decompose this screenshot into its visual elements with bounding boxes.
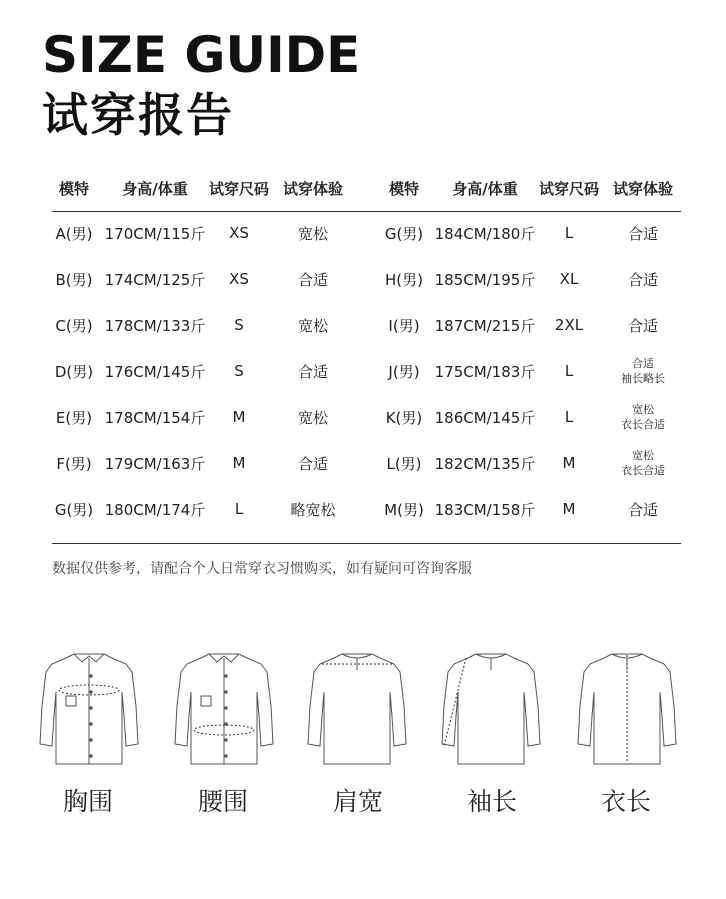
fit-text: 宽松	[632, 403, 654, 416]
header-model: 模特	[388, 179, 419, 198]
model-cell: B(男)	[55, 270, 93, 289]
fit-text: 衣长合适	[621, 418, 665, 431]
header-fit: 试穿体验	[282, 179, 343, 198]
fit-text: 合适	[627, 224, 658, 243]
table-header	[52, 166, 352, 210]
size-cell: M	[232, 454, 246, 472]
shirt-shoulder-icon	[304, 646, 410, 766]
fit-cell	[274, 256, 352, 302]
table-right	[382, 166, 682, 532]
model-cell: I(男)	[388, 316, 420, 335]
title-cn: 试穿报告	[42, 88, 234, 142]
table-row	[382, 302, 682, 348]
fit-cell	[274, 486, 352, 532]
title-en: SIZE GUIDE	[42, 26, 361, 84]
model-cell: G(男)	[54, 500, 94, 519]
size-cell: XS	[229, 224, 249, 242]
fit-cell	[604, 440, 682, 486]
table-row	[52, 210, 352, 256]
height-weight-cell: 184CM/180斤	[434, 224, 536, 243]
size-cell: S	[234, 362, 244, 380]
measurement-label: 胸围	[62, 787, 113, 816]
fit-cell	[274, 210, 352, 256]
shirt-waist-icon	[171, 646, 277, 766]
table-row	[382, 486, 682, 532]
table-row	[382, 256, 682, 302]
fit-text: 合适	[632, 357, 654, 370]
height-weight-cell: 187CM/215斤	[434, 316, 536, 335]
fit-text: 略宽松	[290, 500, 336, 519]
fit-text: 合适	[627, 270, 658, 289]
size-cell: 2XL	[554, 316, 584, 334]
model-cell: H(男)	[385, 270, 423, 289]
table-row	[52, 256, 352, 302]
measurement-label: 腰围	[197, 787, 248, 816]
disclaimer-note: 数据仅供参考，请配合个人日常穿衣习惯购买，如有疑问可咨询客服	[52, 561, 472, 577]
header-model: 模特	[58, 179, 89, 198]
height-weight-cell: 174CM/125斤	[104, 270, 206, 289]
model-cell: M(男)	[384, 500, 424, 519]
fit-cell	[604, 394, 682, 440]
size-cell: L	[564, 362, 574, 380]
fit-text: 合适	[297, 362, 328, 381]
size-cell: XS	[229, 270, 249, 288]
header-fit: 试穿体验	[612, 179, 673, 198]
height-weight-cell: 180CM/174斤	[104, 500, 206, 519]
model-cell: G(男)	[384, 224, 424, 243]
header-height-weight: 身高/体重	[452, 179, 518, 198]
model-cell: D(男)	[54, 362, 94, 381]
table-body	[52, 210, 352, 532]
measurement-label: 衣长	[600, 787, 651, 816]
shirt-sleeve-icon	[438, 646, 544, 766]
size-cell: XL	[559, 270, 579, 288]
height-weight-cell: 183CM/158斤	[434, 500, 536, 519]
table-row	[52, 302, 352, 348]
fit-text: 合适	[627, 316, 658, 335]
model-cell: C(男)	[55, 316, 93, 335]
fit-text: 合适	[297, 454, 328, 473]
height-weight-cell: 178CM/154斤	[104, 408, 206, 427]
table-row	[52, 440, 352, 486]
fit-text: 宽松	[297, 224, 328, 243]
fit-cell	[604, 256, 682, 302]
shirt-length-icon	[574, 646, 680, 766]
fit-cell	[274, 348, 352, 394]
size-cell: L	[564, 408, 574, 426]
table-bottom-rule	[52, 543, 681, 544]
table-row	[52, 394, 352, 440]
size-cell: L	[564, 224, 574, 242]
table-row	[52, 486, 352, 532]
table-row	[382, 210, 682, 256]
height-weight-cell: 182CM/135斤	[434, 454, 536, 473]
shirt-chest-icon	[36, 646, 142, 766]
fit-cell	[604, 486, 682, 532]
table-header	[382, 166, 682, 210]
size-cell: S	[234, 316, 244, 334]
size-cell: L	[234, 500, 244, 518]
size-cell: M	[562, 500, 576, 518]
size-cell: M	[232, 408, 246, 426]
measurement-label: 肩宽	[332, 787, 383, 816]
table-left	[52, 166, 352, 532]
model-cell: F(男)	[56, 454, 92, 473]
fit-cell	[604, 348, 682, 394]
fit-text: 宽松	[632, 449, 654, 462]
size-cell: M	[562, 454, 576, 472]
table-row	[382, 440, 682, 486]
fit-text: 合适	[627, 500, 658, 519]
table-row	[382, 394, 682, 440]
fit-cell	[604, 210, 682, 256]
fit-text: 宽松	[297, 316, 328, 335]
fit-text: 衣长合适	[621, 464, 665, 477]
fit-cell	[604, 302, 682, 348]
fit-text: 袖长略长	[621, 372, 665, 385]
fit-cell	[274, 394, 352, 440]
model-cell: E(男)	[55, 408, 93, 427]
fit-text: 合适	[297, 270, 328, 289]
model-cell: A(男)	[55, 224, 93, 243]
header-size: 试穿尺码	[538, 179, 599, 198]
table-body	[382, 210, 682, 532]
fit-text: 宽松	[297, 408, 328, 427]
measurement-label: 袖长	[466, 787, 517, 816]
model-cell: J(男)	[388, 362, 420, 381]
model-cell: K(男)	[385, 408, 423, 427]
table-row	[382, 348, 682, 394]
height-weight-cell: 175CM/183斤	[434, 362, 536, 381]
height-weight-cell: 186CM/145斤	[434, 408, 536, 427]
header-height-weight: 身高/体重	[122, 179, 188, 198]
table-row	[52, 348, 352, 394]
table-top-rule	[52, 211, 681, 212]
header-size: 试穿尺码	[208, 179, 269, 198]
fit-cell	[274, 440, 352, 486]
height-weight-cell: 178CM/133斤	[104, 316, 206, 335]
height-weight-cell: 179CM/163斤	[104, 454, 206, 473]
height-weight-cell: 176CM/145斤	[104, 362, 206, 381]
model-cell: L(男)	[386, 454, 422, 473]
height-weight-cell: 170CM/115斤	[104, 224, 206, 243]
height-weight-cell: 185CM/195斤	[434, 270, 536, 289]
fit-cell	[274, 302, 352, 348]
